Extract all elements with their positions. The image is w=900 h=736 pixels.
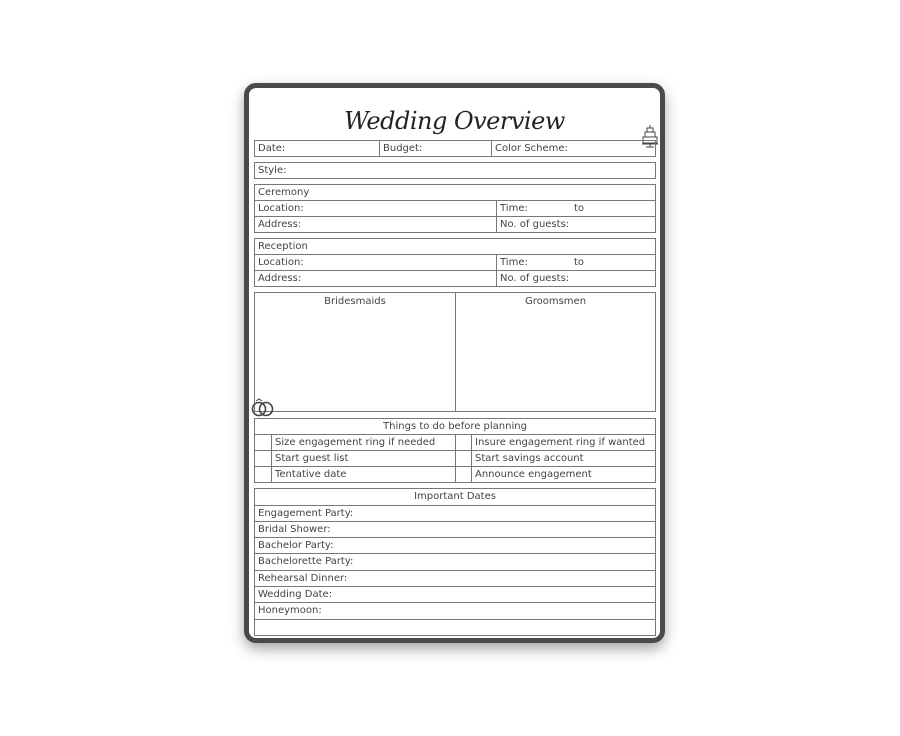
ceremony-section (254, 184, 656, 233)
todo-checkbox[interactable] (255, 451, 271, 466)
date-item-honeymoon[interactable]: Honeymoon: (258, 605, 322, 616)
todo-heading: Things to do before planning (383, 421, 527, 432)
date-budget-row (254, 140, 656, 157)
date-item-rehearsal-dinner[interactable]: Rehearsal Dinner: (258, 573, 348, 584)
ceremony-location-field[interactable]: Location: (258, 203, 304, 214)
bridesmaids-list[interactable] (255, 309, 455, 411)
todo-item: Tentative date (275, 469, 347, 480)
todo-item: Insure engagement ring if wanted (475, 437, 646, 448)
todo-item: Start guest list (275, 453, 349, 464)
todo-item: Size engagement ring if needed (275, 437, 436, 448)
reception-address-field[interactable]: Address: (258, 273, 302, 284)
date-field[interactable]: Date: (258, 143, 286, 154)
todo-checkbox[interactable] (456, 467, 471, 482)
wedding-rings-icon (250, 398, 276, 418)
budget-field[interactable]: Budget: (383, 143, 423, 154)
date-item-bachelor-party[interactable]: Bachelor Party: (258, 540, 334, 551)
important-dates-section (254, 488, 656, 636)
date-item-wedding-date[interactable]: Wedding Date: (258, 589, 333, 600)
color-scheme-field[interactable]: Color Scheme: (495, 143, 568, 154)
reception-time-to-label: to (574, 257, 585, 268)
ceremony-guests-field[interactable]: No. of guests: (500, 219, 570, 230)
reception-location-field[interactable]: Location: (258, 257, 304, 268)
style-row (254, 162, 656, 179)
wedding-party-section (254, 292, 656, 412)
page-title: Wedding Overview (344, 107, 565, 135)
ceremony-time-field[interactable]: Time: (500, 203, 528, 214)
reception-heading: Reception (258, 241, 308, 252)
date-item-bachelorette-party[interactable]: Bachelorette Party: (258, 556, 354, 567)
todo-checkbox[interactable] (255, 467, 271, 482)
todo-section (254, 418, 656, 483)
reception-time-field[interactable]: Time: (500, 257, 528, 268)
todo-item: Start savings account (475, 453, 584, 464)
ceremony-time-to-label: to (574, 203, 585, 214)
todo-checkbox[interactable] (255, 435, 271, 450)
todo-checkbox[interactable] (456, 435, 471, 450)
planner-page (244, 83, 665, 643)
bridesmaids-heading: Bridesmaids (324, 296, 386, 307)
ceremony-address-field[interactable]: Address: (258, 219, 302, 230)
todo-item: Announce engagement (475, 469, 592, 480)
date-item-bridal-shower[interactable]: Bridal Shower: (258, 524, 331, 535)
ceremony-heading: Ceremony (258, 187, 310, 198)
reception-section (254, 238, 656, 287)
groomsmen-list[interactable] (456, 309, 655, 411)
date-item-blank[interactable] (255, 620, 655, 635)
date-item-engagement-party[interactable]: Engagement Party: (258, 508, 354, 519)
important-dates-heading: Important Dates (414, 491, 496, 502)
groomsmen-heading: Groomsmen (524, 296, 587, 307)
style-field[interactable]: Style: (258, 165, 287, 176)
todo-checkbox[interactable] (456, 451, 471, 466)
reception-guests-field[interactable]: No. of guests: (500, 273, 570, 284)
